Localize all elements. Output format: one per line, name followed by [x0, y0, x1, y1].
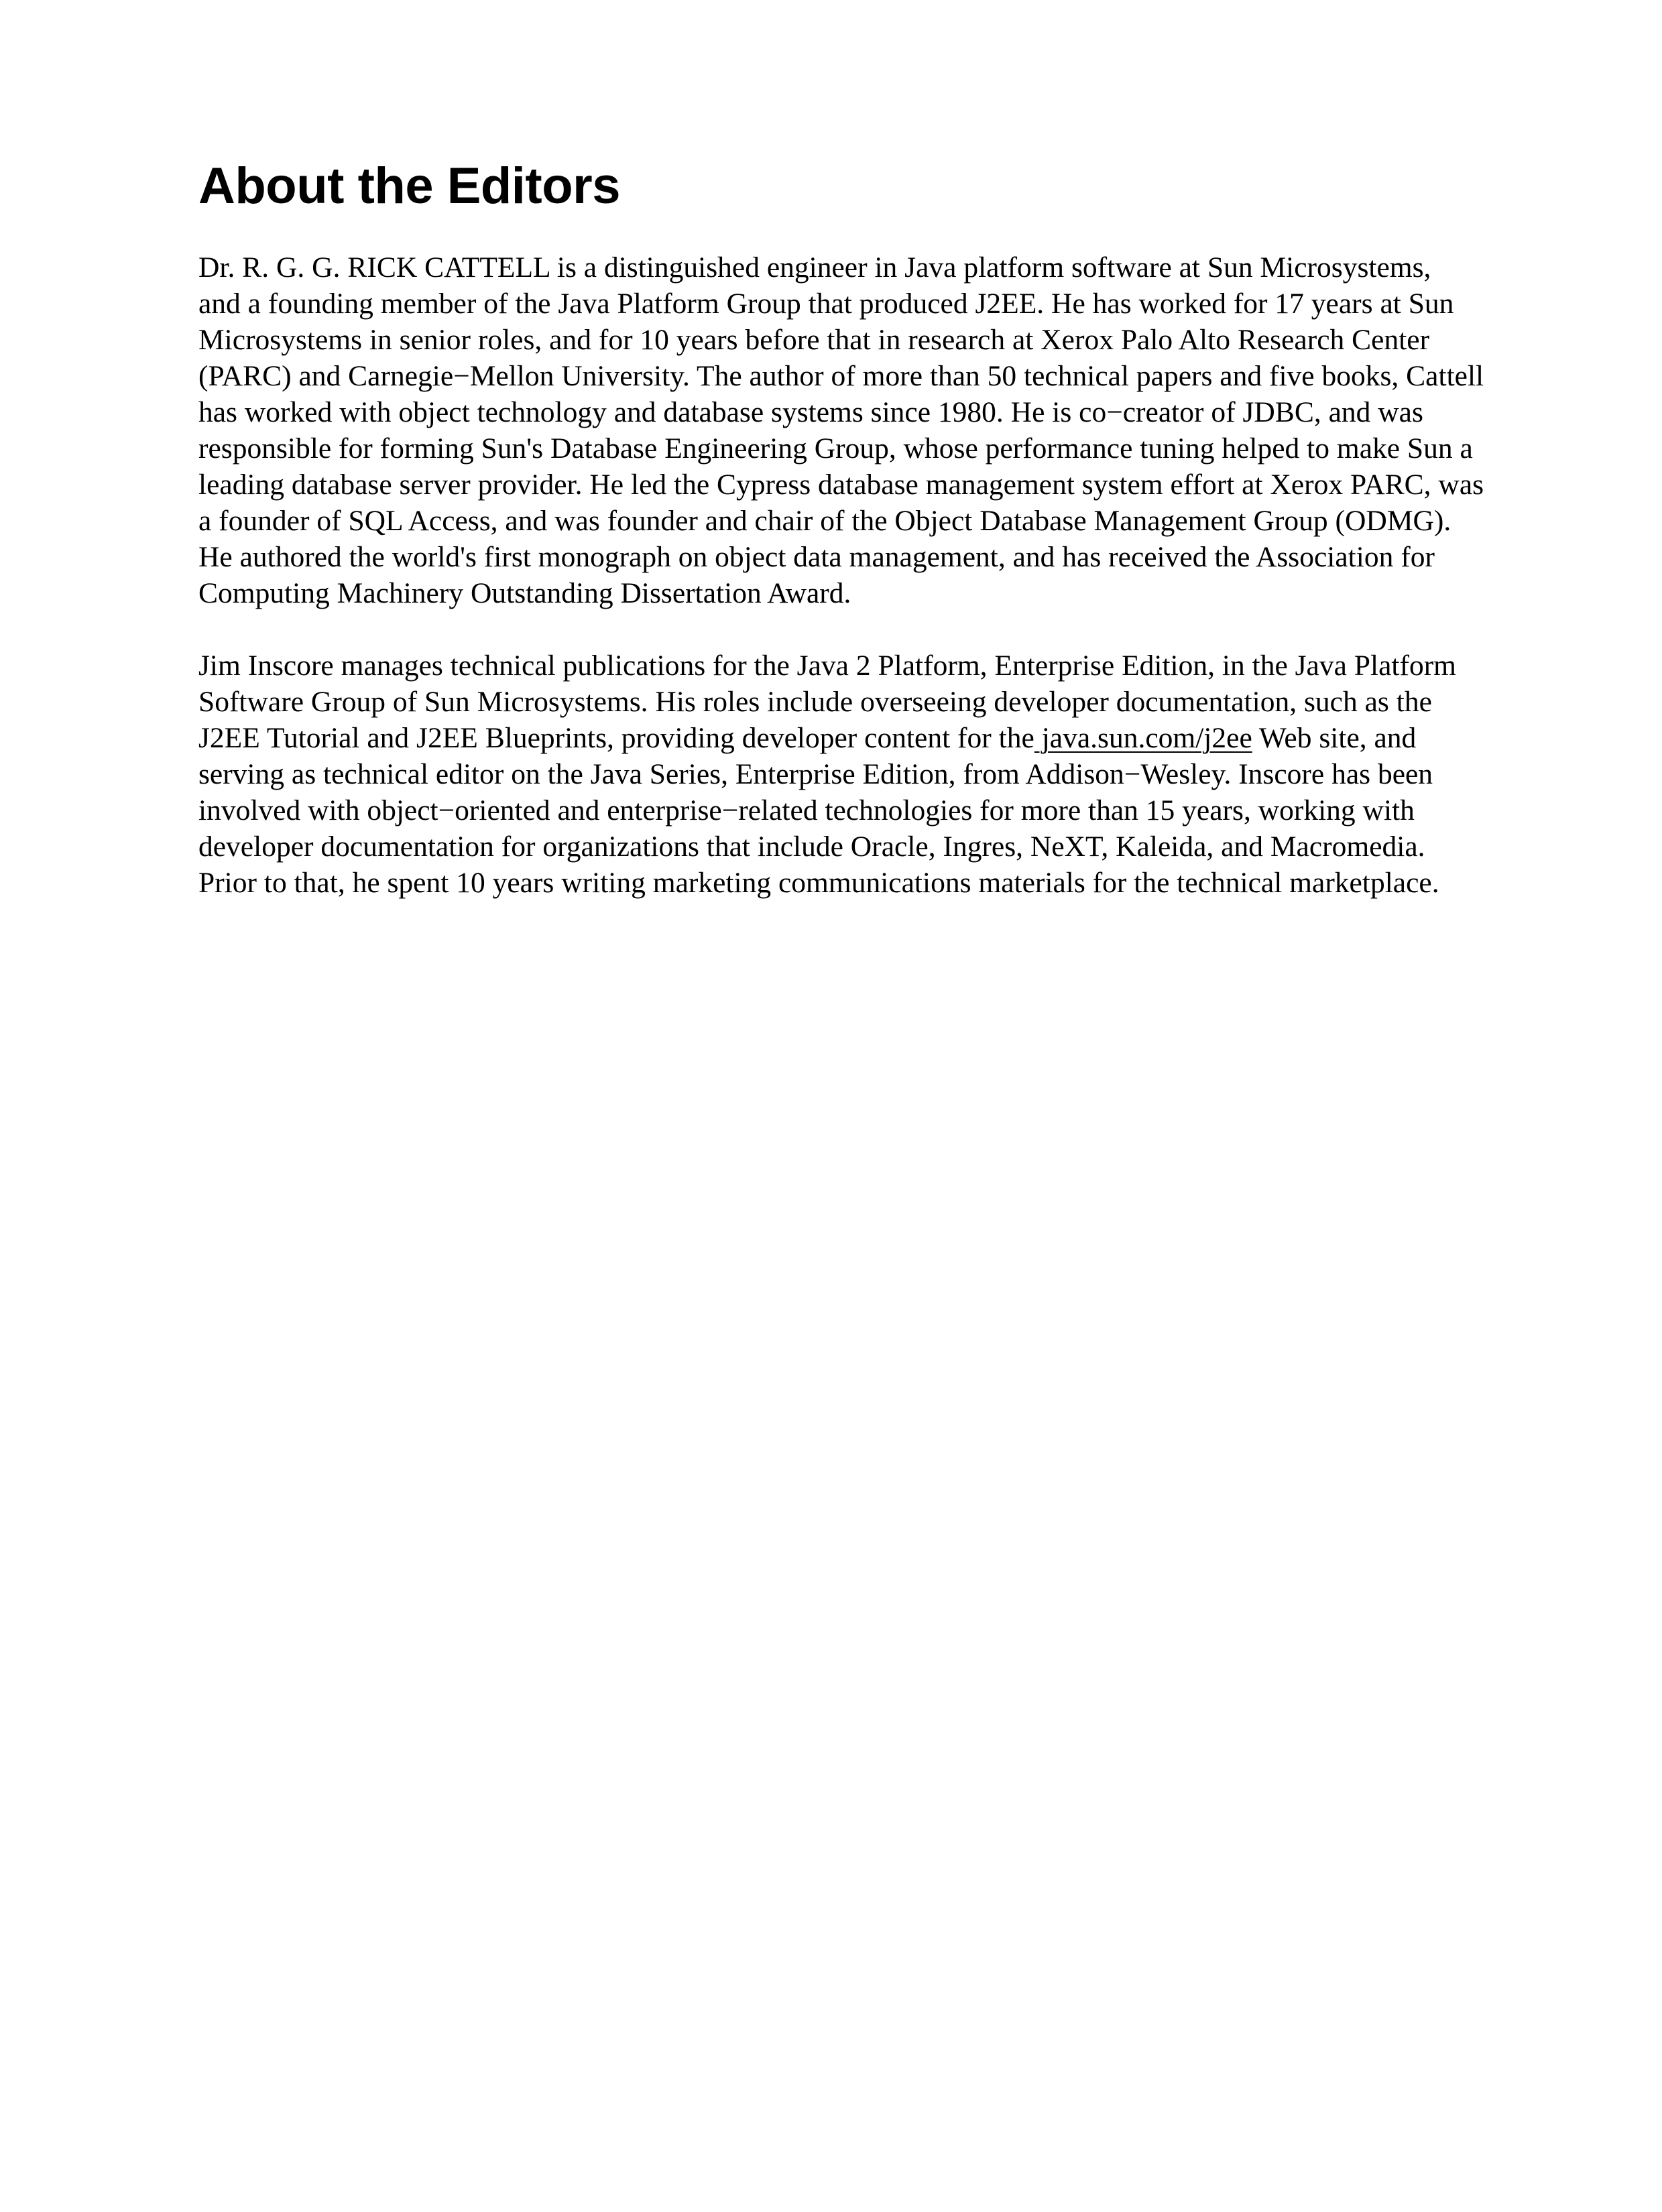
text-line: Dr. R. G. G. RICK CATTELL is a distinguished engineer in Java platform software at Sun Microsystems, — [198, 251, 1431, 284]
text-line: a founder of SQL Access, and was founder and chair of the Object Database Management Group (ODMG). — [198, 504, 1451, 537]
text-line: serving as technical editor on the Java Series, Enterprise Edition, from Addison−Wesley. Inscore has been — [198, 757, 1433, 790]
java-sun-j2ee-link[interactable]: java.sun.com/j2ee — [1034, 721, 1252, 754]
text-line: Microsystems in senior roles, and for 10 years before that in research at Xerox Palo Alto Research Center — [198, 323, 1430, 356]
text-line: and a founding member of the Java Platform Group that produced J2EE. He has worked for 17 years at Sun — [198, 287, 1454, 320]
text-line: responsible for forming Sun's Database Engineering Group, whose performance tuning helped to make Sun a — [198, 432, 1473, 465]
text-line: Software Group of Sun Microsystems. His roles include overseeing developer documentation, such as the — [198, 685, 1432, 718]
page-content — [198, 158, 1539, 901]
text-line: developer documentation for organizations that include Oracle, Ingres, NeXT, Kaleida, and Macromedia. — [198, 830, 1425, 863]
text-line: Jim Inscore manages technical publications for the Java 2 Platform, Enterprise Edition, in the Java Platform — [198, 649, 1457, 682]
text-line: He authored the world's first monograph on object data management, and has received the Association for — [198, 540, 1435, 573]
text-line: Computing Machinery Outstanding Dissertation Award. — [198, 576, 851, 609]
page-title: About the Editors — [198, 158, 621, 214]
text-segment: J2EE Tutorial and J2EE Blueprints, providing developer content for the — [198, 721, 1034, 754]
cattell-bio-paragraph — [198, 249, 1539, 611]
text-segment: Web site, and — [1252, 721, 1417, 754]
text-line: has worked with object technology and database systems since 1980. He is co−creator of JDBC, and was — [198, 395, 1423, 428]
text-line: involved with object−oriented and enterprise−related technologies for more than 15 years, working with — [198, 794, 1415, 826]
text-line: leading database server provider. He led the Cypress database management system effort at Xerox PARC, was — [198, 468, 1484, 501]
inscore-bio-paragraph — [198, 648, 1539, 901]
text-line: Prior to that, he spent 10 years writing marketing communications materials for the technical marketplace. — [198, 866, 1439, 899]
text-line-with-link — [198, 720, 1539, 756]
text-line: (PARC) and Carnegie−Mellon University. The author of more than 50 technical papers and five books, Cattell — [198, 359, 1484, 392]
